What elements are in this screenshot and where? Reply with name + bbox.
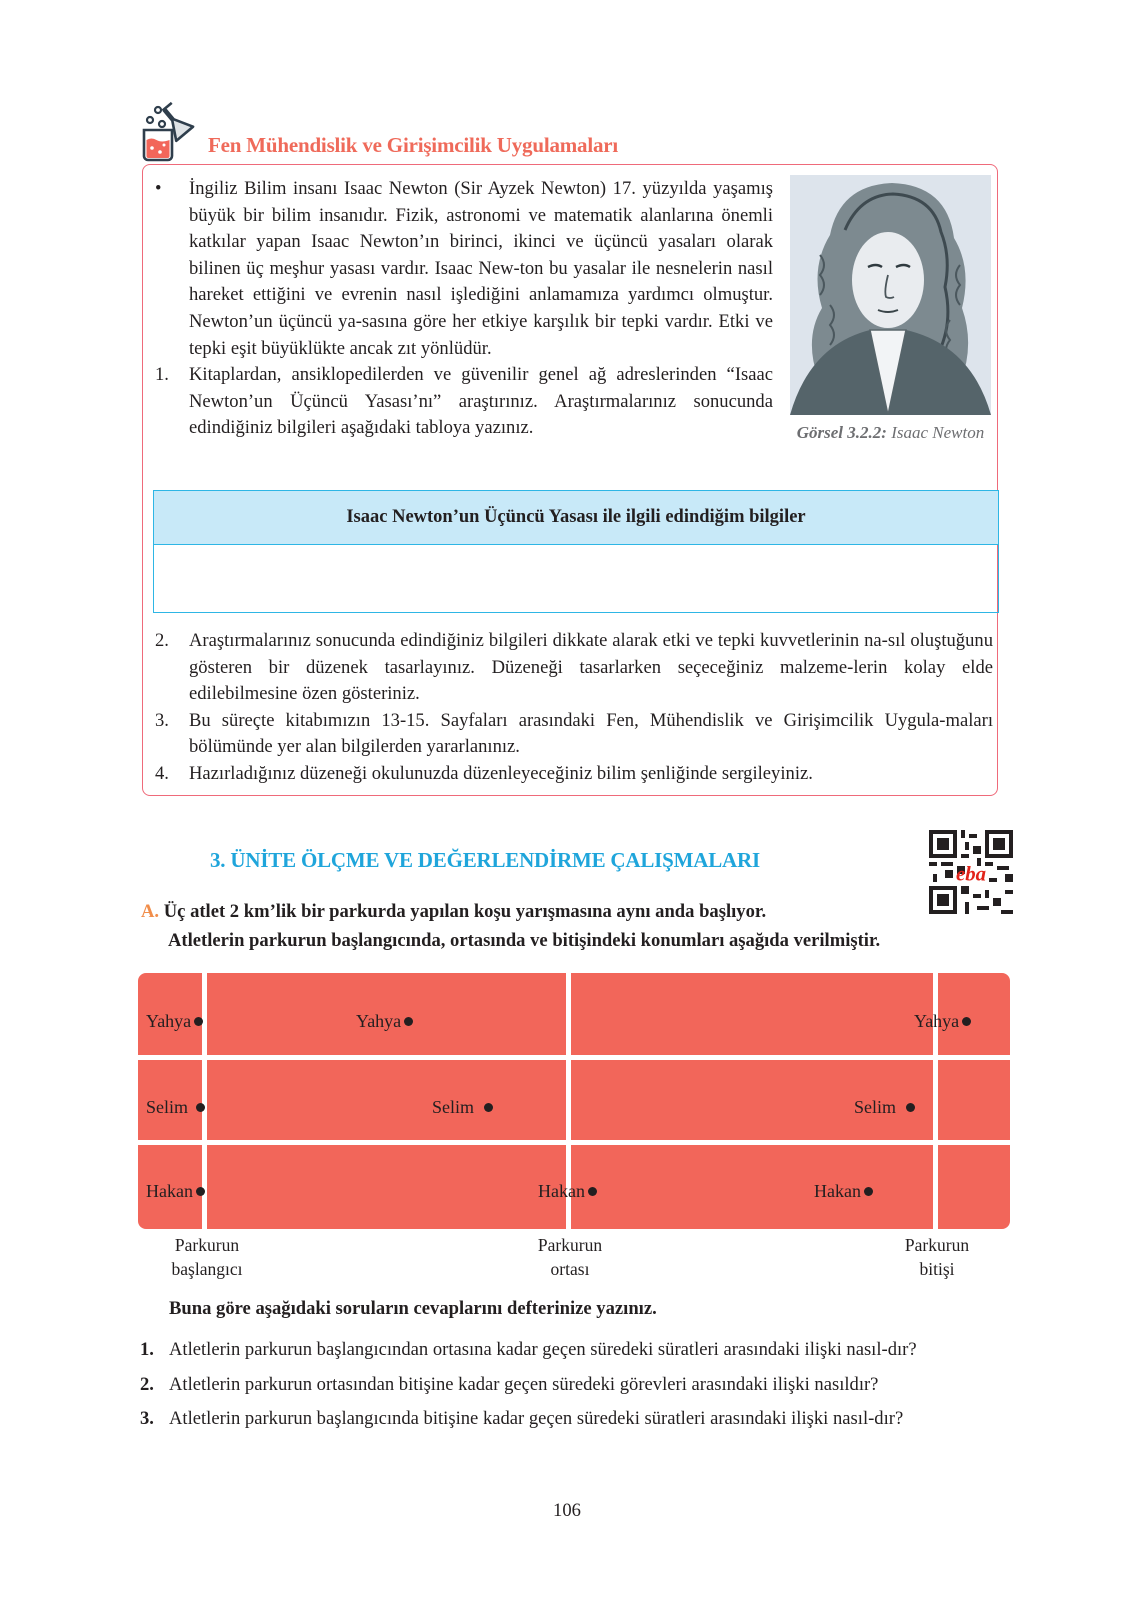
question-text: Atletlerin parkurun başlangıcından ortasına kadar geçen süredeki süratleri arasındaki ilişki nasıl-dır? (169, 1339, 917, 1360)
question-letter: A. (141, 901, 160, 922)
bullet-mark: • (155, 178, 162, 199)
caption-label: Görsel 3.2.2: (796, 423, 887, 442)
runner-hakan-start: Hakan (146, 1181, 205, 1202)
position-dot (196, 1103, 205, 1112)
task-item (155, 761, 993, 788)
position-dot (404, 1017, 413, 1026)
lane-divider (138, 1140, 1010, 1145)
task-number: 3. (155, 709, 169, 731)
section-title: Fen Mühendislik ve Girişimcilik Uygulamaları (208, 133, 619, 157)
task-text: Hazırladığınız düzeneği okulunuzda düzenleyeceğiniz bilim şenliğinde sergileyiniz. (189, 762, 813, 784)
runner-selim-start: Selim (146, 1097, 205, 1118)
marker-finish-label: Parkurun bitişi (904, 1235, 970, 1279)
race-track-diagram (138, 973, 1010, 1229)
runner-selim-middle: Selim (432, 1097, 493, 1118)
newton-portrait-image (790, 175, 991, 415)
question-line-1: Üç atlet 2 km’lik bir parkurda yapılan koşu yarışmasına aynı anda başlıyor. (163, 901, 767, 922)
runner-selim-finish: Selim (854, 1097, 915, 1118)
position-dot (196, 1187, 205, 1196)
task-text: Araştırmalarınız sonucunda edindiğiniz bilgileri dikkate alarak etki ve tepki kuvvetlerinin na-sıl oluştuğunu gösteren bir düzenek tasarlayınız. Düzeneği tasarlarken seçeceğiniz malzeme-lerin kolay elde edilebilmesine özen gösteriniz. (189, 630, 993, 705)
runner-hakan-middle: Hakan (538, 1181, 597, 1202)
question-text: Atletlerin parkurun ortasından bitişine kadar geçen süredeki görevleri arasındaki ilişki nasıldır? (169, 1373, 879, 1395)
task-item (155, 628, 993, 708)
position-dot (906, 1103, 915, 1112)
intro-paragraph (155, 176, 773, 442)
position-dot (484, 1103, 493, 1112)
question-item (140, 1372, 1012, 1399)
position-dot (864, 1187, 873, 1196)
task-number: 4. (155, 762, 169, 784)
question-item (140, 1337, 1012, 1364)
position-dot (962, 1017, 971, 1026)
intro-bullet-item (155, 176, 773, 362)
task-item (155, 708, 993, 761)
task-text: Bu süreçte kitabımızın 13-15. Sayfaları arasındaki Fen, Mühendislik ve Girişimcilik Uygula-maları bölümünde yer alan bilgilerden yararlanınız. (189, 709, 993, 758)
runner-hakan-finish: Hakan (814, 1181, 873, 1202)
position-dot (588, 1187, 597, 1196)
task-number: 2. (155, 630, 169, 651)
question-number: 1. (140, 1339, 154, 1360)
figure-caption (790, 420, 991, 445)
task-list (155, 628, 993, 788)
unit-assessment-title: 3. ÜNİTE ÖLÇME VE DEĞERLENDİRME ÇALIŞMALARI (210, 848, 760, 872)
eba-logo: eba (955, 862, 987, 886)
runner-yahya-middle: Yahya (356, 1011, 413, 1032)
instructions-prompt: Buna göre aşağıdaki soruların cevaplarını defterinize yazınız. (169, 1298, 657, 1319)
question-number: 2. (140, 1373, 154, 1395)
marker-middle-label: Parkurun ortası (537, 1235, 603, 1279)
table-answer-cell[interactable] (154, 545, 998, 612)
question-item (140, 1406, 1012, 1433)
question-number: 3. (140, 1408, 154, 1430)
question-a-stem (141, 897, 1011, 955)
question-list (140, 1337, 1012, 1441)
position-dot (194, 1017, 203, 1026)
task-number: 1. (155, 364, 169, 386)
task-text: Kitaplardan, ansiklopedilerden ve güvenilir genel ağ adreslerinden “Isaac Newton’un Üçüncü Yasası’nı” araştırınız. Araştırmalarınız sonucunda edindiğiniz bilgileri aşağıdaki tabloya yazınız. (189, 364, 773, 439)
runner-yahya-start: Yahya (146, 1011, 203, 1032)
lane-divider (138, 1055, 1010, 1060)
table-header: Isaac Newton’un Üçüncü Yasası ile ilgili edindiğim bilgiler (154, 491, 998, 545)
page-number: 106 (553, 1500, 581, 1521)
intro-text: İngiliz Bilim insanı Isaac Newton (Sir Ayzek Newton) 17. yüzyılda yaşamış büyük bir bilim insanıdır. Fizik, astronomi ve matematik alanlarına önemli katkılar yapan Isaac Newton’ın birinci, ikinci ve üçüncü yasaları olarak bilinen üç meşhur yasası vardır. Isaac New-ton bu yasalar ile nesnelerin nasıl hareket ettiğini ve evrenin nasıl işlediğini anlamamıza yardımcı olmuştur. Newton’un üçüncü ya-sasına göre her etkiye karşılık bir tepki vardır. Etki ve tepki eşit büyüklükte ancak zıt yönlüdür. (189, 178, 773, 359)
caption-text: Isaac Newton (891, 423, 985, 442)
research-notes-table (153, 490, 999, 613)
task-item (155, 362, 773, 442)
runner-yahya-finish: Yahya (914, 1011, 971, 1032)
marker-start-label: Parkurun başlangıcı (171, 1235, 243, 1279)
question-line-2: Atletlerin parkurun başlangıcında, ortasında ve bitişindeki konumları aşağıda verilmiştir. (168, 930, 881, 951)
lab-beaker-flask-icon (138, 98, 200, 162)
question-text: Atletlerin parkurun başlangıcında bitişine kadar geçen süredeki süratleri arasındaki ilişki nasıl-dır? (169, 1408, 904, 1430)
